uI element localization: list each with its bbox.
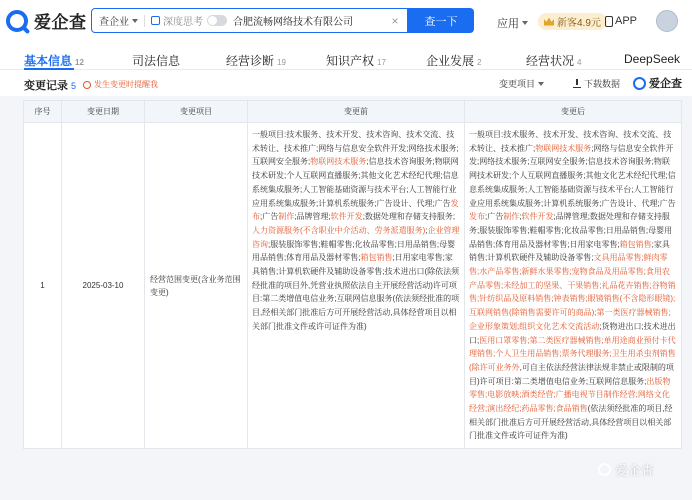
tab-label: 司法信息 [132, 54, 181, 68]
tab-operation-status[interactable] [526, 52, 581, 69]
logo-icon [598, 463, 611, 476]
tab-deepseek[interactable] [624, 52, 680, 66]
cell-before: 一般项目:技术服务、技术开发、技术咨询、技术交流、技术转让、技术推广;网络与信息安全软件开发;网络技术服务;互联网安全服务;物联网技术服务;信息技术咨询服务;物联网技术研发;个人互联网直播服务;其他文化艺术经纪代理;信息系统集成服务;人工智能基础资源与技术平台;人工智能行业应用系统集成服务;计算机系统服务;广告设计、代理;广告发布;广告制作;品牌管理;软件开发;数据处理和存储支持服务;人力资源服务(不含职业中介活动、劳务派遣服务);企业管理咨询;服装服饰零售;鞋帽零售;化妆品零售;日用品销售;母婴用品销售;体育用品及器材零售;箱包销售;日用家电零售;家具销售;计算机软硬件及辅助设备零售;技术进出口(除依法须经批准的项目外,凭营业执照依法自主开展经营活动)许可项目:第二类增值电信业务;互联网信息服务(依法须经批准的项目,经相关部门批准后方可开展经营活动,具体经营项目以相关部门批准文件或许可证件为准) [248, 123, 465, 449]
vip-label: 新客4.9元 [557, 18, 601, 29]
download-label: 下载数据 [584, 79, 621, 89]
tab-label: 经营状况 [526, 54, 575, 68]
cell-after: 一般项目:技术服务、技术开发、技术咨询、技术交流、技术转让、技术推广;物联网技术服务;网络与信息安全软件开发;网络技术服务;互联网安全服务;信息技术咨询服务;物联网技术研发;个人互联网直播服务;其他文化艺术经纪代理;信息系统集成服务;人工智能基础资源与技术平台;人工智能行业应用系统集成服务;计算机系统服务;广告设计、代理;广告发布;广告制作;软件开发;品牌管理;数据处理和存储支持服务;服装服饰零售;鞋帽零售;化妆品零售;日用品销售;母婴用品销售;体育用品及器材零售;日用家电零售;箱包销售;家具销售;计算机软硬件及辅助设备零售;文具用品零售;鲜肉零售;水产品零售;新鲜水果零售;宠物食品及用品零售;食用农产品零售;未经加工的坚果、干果销售;礼品花卉销售;谷物销售;针纺织品及原料销售;钟表销售;眼镜销售(不含隐形眼镜);互联网销售(除销售需要许可的商品);第一类医疗器械销售;企业形象策划;组织文化艺术交流活动;货物进出口;技术进出口;医用口罩零售;第二类医疗器械销售;单用途商业预付卡代理销售;个人卫生用品销售;票务代理服务;卫生用杀虫剂销售(除许可业务外,可自主依法经营法律法规非禁止或限制的项目)许可项目:第二类增值电信业务;互联网信息服务;出版物零售;电影放映;酒类经营;广播电视节目制作经营;网络文化经营;演出经纪;药品零售;食品销售(依法须经批准的项目,经相关部门批准后方可开展经营活动,具体经营项目以相关部门批准文件或许可证件为准) [465, 123, 682, 449]
deep-think-option[interactable] [145, 13, 207, 28]
logo[interactable] [6, 8, 87, 33]
avatar[interactable] [656, 10, 678, 32]
watermark [598, 460, 654, 479]
top-header [0, 0, 692, 42]
chevron-down-icon [522, 21, 528, 25]
col-header-date: 变更日期 [62, 101, 145, 123]
chevron-down-icon [538, 82, 544, 86]
tab-label: DeepSeek [624, 52, 681, 66]
col-header-after: 变更后 [465, 101, 682, 123]
vip-badge[interactable] [538, 13, 607, 30]
tab-count: 2 [477, 58, 482, 67]
cell-index: 1 [24, 123, 62, 449]
tab-intellectual-property[interactable] [326, 52, 386, 69]
search-box [91, 8, 408, 33]
search-input[interactable]: 合肥流畅网络技术有限公司 [233, 17, 353, 28]
col-header-index: 序号 [24, 101, 62, 123]
logo-text: 爱企查 [34, 13, 87, 32]
tab-basic-info[interactable] [24, 52, 84, 69]
tab-label: 企业发展 [426, 54, 475, 68]
tab-judicial-info[interactable] [132, 52, 180, 69]
filter-label: 变更项目 [499, 79, 536, 89]
col-header-item: 变更项目 [145, 101, 248, 123]
tab-label: 基本信息 [24, 54, 73, 68]
cell-date: 2025-03-10 [62, 123, 145, 449]
download-data-button[interactable] [573, 77, 620, 90]
search-scope-label: 查企业 [99, 17, 129, 28]
section-count: 5 [71, 81, 77, 91]
bell-icon [83, 81, 91, 89]
phone-icon [605, 16, 613, 27]
section-title [24, 77, 76, 93]
deep-think-label: 深度思考 [163, 17, 203, 28]
change-item-filter[interactable] [499, 77, 544, 90]
change-record-section [0, 70, 692, 96]
tab-operation-diagnosis[interactable] [226, 52, 286, 69]
col-header-before: 变更前 [248, 101, 465, 123]
tab-label: 知识产权 [326, 54, 375, 68]
tab-count: 19 [277, 58, 286, 67]
table-header-row [24, 101, 682, 123]
tab-enterprise-development[interactable] [426, 52, 481, 69]
tab-count: 4 [577, 58, 582, 67]
app-label: APP [615, 15, 638, 27]
main-tabs [0, 42, 692, 70]
search-button[interactable]: 查一下 [408, 8, 474, 33]
logo-icon [633, 77, 646, 90]
section-title-label: 变更记录 [24, 80, 68, 92]
search-scope-select[interactable] [92, 13, 144, 28]
change-record-table [23, 100, 682, 449]
logo-icon [6, 10, 28, 32]
tab-label: 经营诊断 [226, 54, 275, 68]
close-icon[interactable]: × [391, 13, 399, 28]
table-row [24, 123, 682, 449]
deep-think-toggle[interactable] [207, 15, 227, 26]
tab-count: 12 [75, 58, 84, 67]
chevron-down-icon [132, 19, 138, 23]
app-download-link[interactable] [605, 15, 637, 27]
app-menu-label: 应用 [497, 18, 519, 30]
brand-label: 爱企查 [649, 78, 682, 90]
watermark-label: 爱企查 [615, 463, 655, 478]
tab-count: 17 [377, 58, 386, 67]
change-alert-link[interactable] [83, 79, 158, 90]
cell-item: 经营范围变更(含业务范围变更) [145, 123, 248, 449]
download-icon [573, 79, 581, 88]
app-menu[interactable] [497, 15, 528, 31]
brand-mark [633, 75, 682, 91]
crown-icon [544, 18, 554, 26]
deep-think-icon [151, 16, 160, 25]
change-alert-label: 发生变更时提醒我 [94, 80, 158, 89]
